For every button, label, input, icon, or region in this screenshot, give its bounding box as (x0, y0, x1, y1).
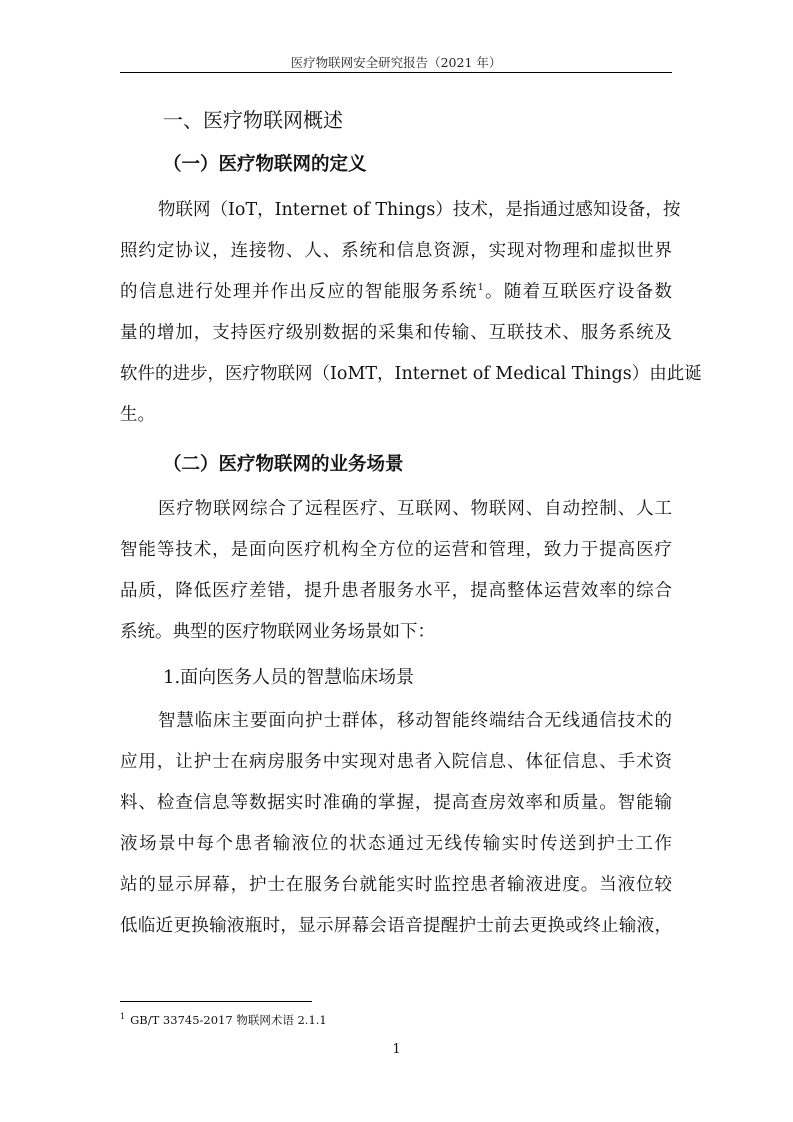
text-line: 料、检查信息等数据实时准确的掌握，提高查房效率和质量。智能输 (120, 793, 672, 813)
running-header: 医疗物联网安全研究报告（2021 年） (290, 55, 502, 70)
text-line: 品质，降低医疗差错，提升患者服务水平，提高整体运营效率的综合 (120, 581, 672, 601)
footnote-divider (120, 1001, 312, 1002)
text-line: 智慧临床主要面向护士群体，移动智能终端结合无线通信技术的 (158, 711, 672, 731)
footnote-mark: 1 (120, 1012, 126, 1022)
text-line: 量的增加，支持医疗级别数据的采集和传输、互联技术、服务系统及 (120, 323, 672, 343)
section-heading-overview: 一、医疗物联网概述 (163, 108, 343, 132)
text-line: 低临近更换输液瓶时，显示屏幕会语音提醒护士前去更换或终止输液， (120, 916, 672, 936)
text-line: 系统。典型的医疗物联网业务场景如下： (120, 622, 435, 642)
text-line: 液场景中每个患者输液位的状态通过无线传输实时传送到护士工作 (120, 834, 672, 854)
text-line: 生。 (120, 405, 155, 425)
text-line: 物联网（IoT，Internet of Things）技术，是指通过感知设备，按 (158, 200, 681, 220)
header-divider (120, 72, 672, 73)
text-line: 智能等技术，是面向医疗机构全方位的运营和管理，致力于提高医疗 (120, 540, 672, 560)
text-line: 应用，让护士在病房服务中实现对患者入院信息、体征信息、手术资 (120, 752, 672, 772)
footnote-reference[interactable]: 1 (477, 283, 484, 294)
sub-subsection-heading-smart-clinical: 1.面向医务人员的智慧临床场景 (163, 667, 415, 688)
subsection-heading-scenarios: （二）医疗物联网的业务场景 (163, 454, 404, 475)
text-fragment: 的信息进行处理并作出反应的智能服务系统 (120, 282, 478, 302)
text-line: 站的显示屏幕，护士在服务台就能实时监控患者输液进度。当液位较 (120, 875, 672, 895)
text-line: 照约定协议，连接物、人、系统和信息资源，实现对物理和虚拟世界 (120, 241, 672, 261)
text-line (120, 278, 672, 306)
subsection-heading-definition: （一）医疗物联网的定义 (163, 154, 367, 175)
text-line: 医疗物联网综合了远程医疗、互联网、物联网、自动控制、人工 (158, 499, 672, 519)
text-fragment: 。随着互联医疗设备数 (483, 282, 673, 302)
footnote-text: GB/T 33745-2017 物联网术语 2.1.1 (130, 1013, 327, 1027)
page-number: 1 (392, 1042, 401, 1057)
text-line: 软件的进步，医疗物联网（IoMT，Internet of Medical Things）由此诞 (120, 364, 702, 384)
footnote (120, 1012, 327, 1028)
